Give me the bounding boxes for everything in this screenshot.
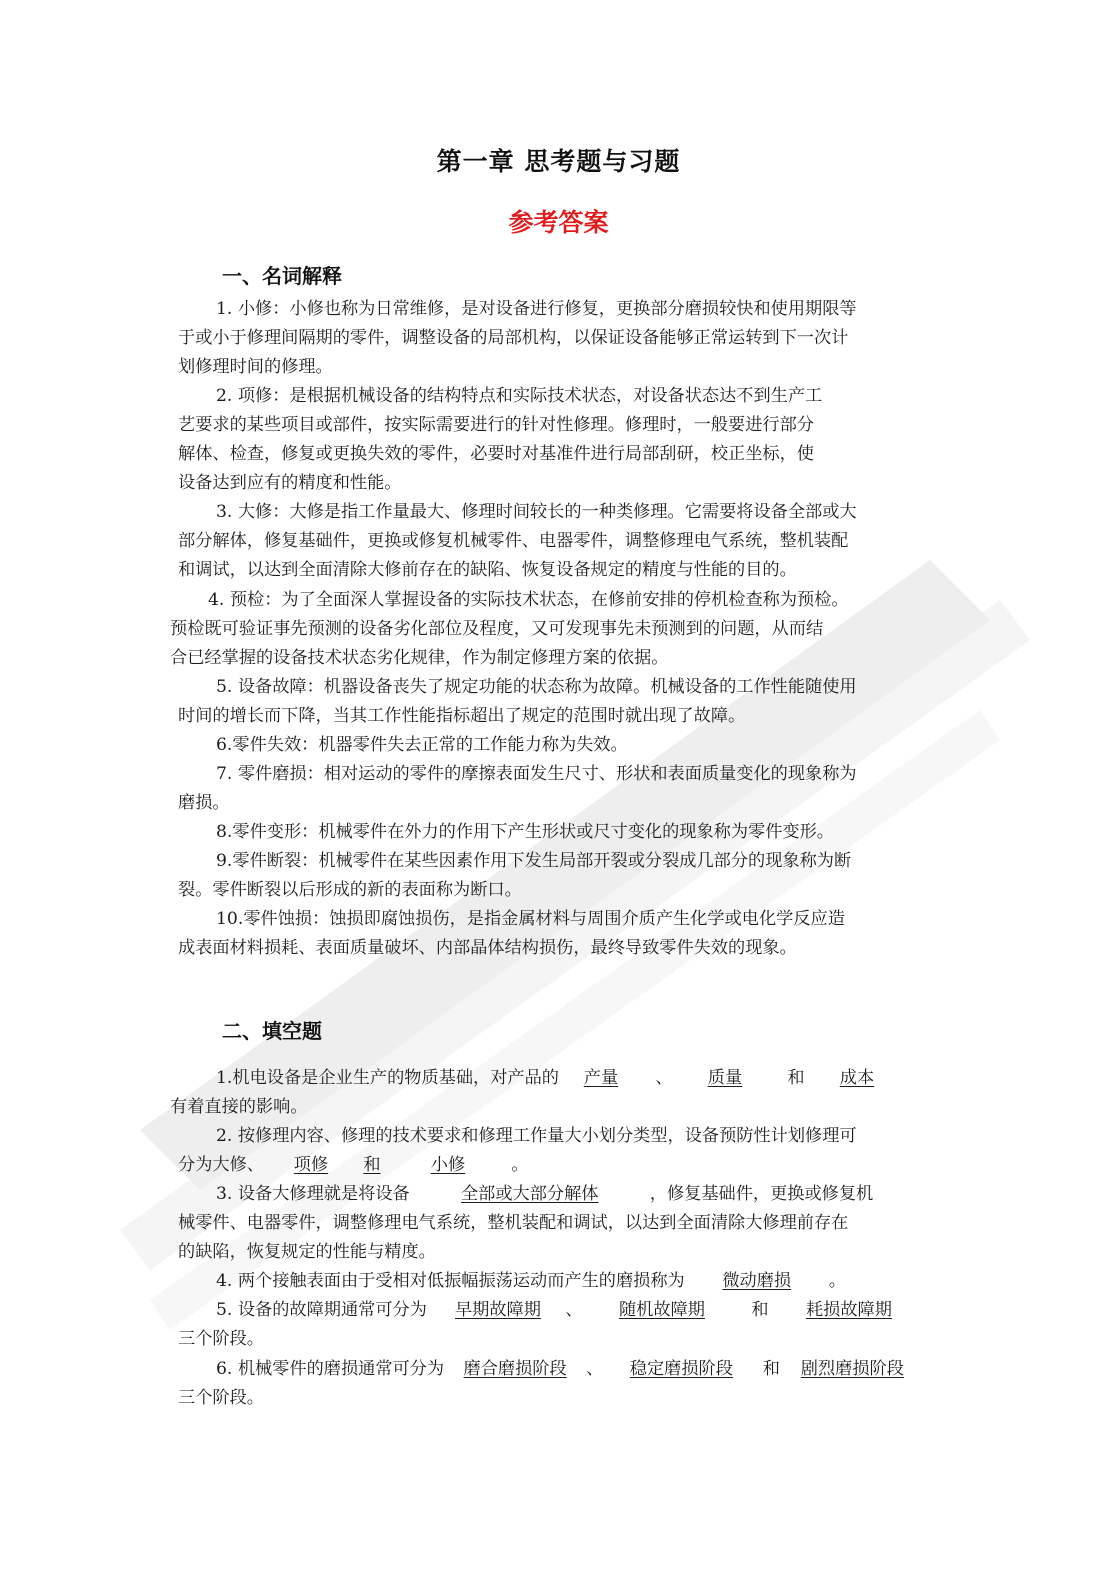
question-text: 。 (511, 1155, 529, 1175)
answer-blank: 耗损故障期 (805, 1300, 892, 1320)
fill-question-1 (216, 1066, 887, 1090)
question-text: 。 (828, 1271, 846, 1291)
definition-line: 设备达到应有的精度和性能。 (178, 473, 402, 493)
definition-line: 1. 小修：小修也称为日常维修，是对设备进行修复，更换部分磨损较快和使用期限等 (216, 299, 857, 319)
definition-line: 部分解体，修复基础件，更换或修复机械零件、电器零件，调整修理电气系统，整机装配 (178, 531, 849, 551)
definition-line: 3. 大修：大修是指工作量最大、修理时间较长的一种类修理。它需要将设备全部或大 (216, 502, 857, 522)
definition-line: 成表面材料损耗、表面质量破坏、内部晶体结构损伤，最终导致零件失效的现象。 (178, 938, 797, 958)
answer-blank: 微动磨损 (722, 1271, 792, 1291)
fill-question-5 (216, 1298, 907, 1322)
question-text: 4. 两个接触表面由于受相对低振幅振荡运动而产生的磨损称为 (216, 1271, 685, 1291)
question-text: 分为大修、 (178, 1155, 264, 1175)
question-text: 和 (751, 1300, 769, 1320)
question-text: 1.机电设备是企业生产的物质基础，对产品的 (216, 1068, 559, 1088)
question-text: 和 (762, 1359, 780, 1379)
question-text: 、 (586, 1359, 604, 1379)
answer-subtitle: 参考答案 (508, 208, 609, 237)
definition-line: 于或小于修理间隔期的零件，调整设备的局部机构，以保证设备能够正常运转到下一次计 (178, 328, 849, 348)
answer-blank: 质量 (707, 1068, 743, 1088)
fill-question-2 (178, 1153, 530, 1177)
definition-line: 10.零件蚀损：蚀损即腐蚀损伤，是指金属材料与周围介质产生化学或电化学反应造 (216, 909, 845, 929)
definition-line: 和调试，以达到全面清除大修前存在的缺陷、恢复设备规定的精度与性能的目的。 (178, 560, 797, 580)
definition-line: 5. 设备故障：机器设备丧失了规定功能的状态称为故障。机械设备的工作性能随使用 (216, 677, 857, 697)
fill-question-6 (216, 1357, 921, 1381)
question-text: 三个阶段。 (178, 1329, 264, 1349)
definition-line: 6.零件失效：机器零件失去正常的工作能力称为失效。 (216, 735, 628, 755)
definition-line: 9.零件断裂：机械零件在某些因素作用下发生局部开裂或分裂成几部分的现象称为断 (216, 851, 852, 871)
question-text: 2. 按修理内容、修理的技术要求和修理工作量大小划分类型，设备预防性计划修理可 (216, 1126, 857, 1146)
answer-blank: 全部或大部分解体 (460, 1184, 599, 1204)
question-text: 和 (787, 1068, 805, 1088)
answer-blank: 早期故障期 (454, 1300, 541, 1320)
definition-line: 合已经掌握的设备技术状态劣化规律，作为制定修理方案的依据。 (170, 648, 669, 668)
question-text: 、 (565, 1300, 583, 1320)
definition-line: 艺要求的某些项目或部件，按实际需要进行的针对性修理。修理时，一般要进行部分 (178, 415, 814, 435)
question-text: 3. 设备大修理就是将设备 (216, 1184, 410, 1204)
definition-line: 磨损。 (178, 793, 230, 813)
definition-line: 划修理时间的修理。 (178, 357, 333, 377)
answer-blank: 项修 (293, 1155, 329, 1175)
answer-blank: 小修 (430, 1155, 466, 1175)
question-text: 有着直接的影响。 (170, 1097, 308, 1117)
definition-line: 解体、检查，修复或更换失效的零件，必要时对基准件进行局部刮研，校正坐标，使 (178, 444, 814, 464)
definition-line: 4. 预检：为了全面深人掌握设备的实际技术状态，在修前安排的停机检查称为预检。 (208, 590, 849, 610)
fill-question-4 (216, 1269, 846, 1293)
answer-blank: 剧烈磨损阶段 (800, 1359, 904, 1379)
definition-line: 时间的增长而下降，当其工作性能指标超出了规定的范围时就出现了故障。 (178, 706, 746, 726)
fill-question-3 (216, 1182, 873, 1206)
answer-blank: 随机故障期 (618, 1300, 705, 1320)
definition-line: 7. 零件磨损：相对运动的零件的摩擦表面发生尺寸、形状和表面质量变化的现象称为 (216, 764, 857, 784)
definition-line: 2. 项修：是根据机械设备的结构特点和实际技术状态，对设备状态达不到生产工 (216, 386, 823, 406)
answer-blank: 成本 (839, 1068, 875, 1088)
definition-line: 裂。零件断裂以后形成的新的表面称为断口。 (178, 880, 522, 900)
question-text: ，修复基础件，更换或修复机 (649, 1184, 874, 1204)
answer-blank: 稳定磨损阶段 (629, 1359, 733, 1379)
question-text: 6. 机械零件的磨损通常可分为 (216, 1359, 445, 1379)
answer-blank: 产量 (583, 1068, 619, 1088)
question-text: 和 (363, 1155, 381, 1175)
question-text: 5. 设备的故障期通常可分为 (216, 1300, 427, 1320)
answer-blank: 磨合磨损阶段 (463, 1359, 567, 1379)
question-text: 三个阶段。 (178, 1388, 264, 1408)
section-heading-definitions: 一、名词解释 (222, 264, 342, 288)
section-heading-fill-blanks: 二、填空题 (222, 1019, 322, 1043)
chapter-title: 第一章 思考题与习题 (436, 147, 681, 176)
question-text: 、 (655, 1068, 673, 1088)
question-text: 的缺陷，恢复规定的性能与精度。 (178, 1242, 436, 1262)
definition-line: 8.零件变形：机械零件在外力的作用下产生形状或尺寸变化的现象称为零件变形。 (216, 822, 834, 842)
definition-line: 预检既可验证事先预测的设备劣化部位及程度，又可发现事先未预测到的问题，从而结 (170, 619, 824, 639)
question-text: 械零件、电器零件，调整修理电气系统，整机装配和调试，以达到全面清除大修理前存在 (178, 1213, 849, 1233)
